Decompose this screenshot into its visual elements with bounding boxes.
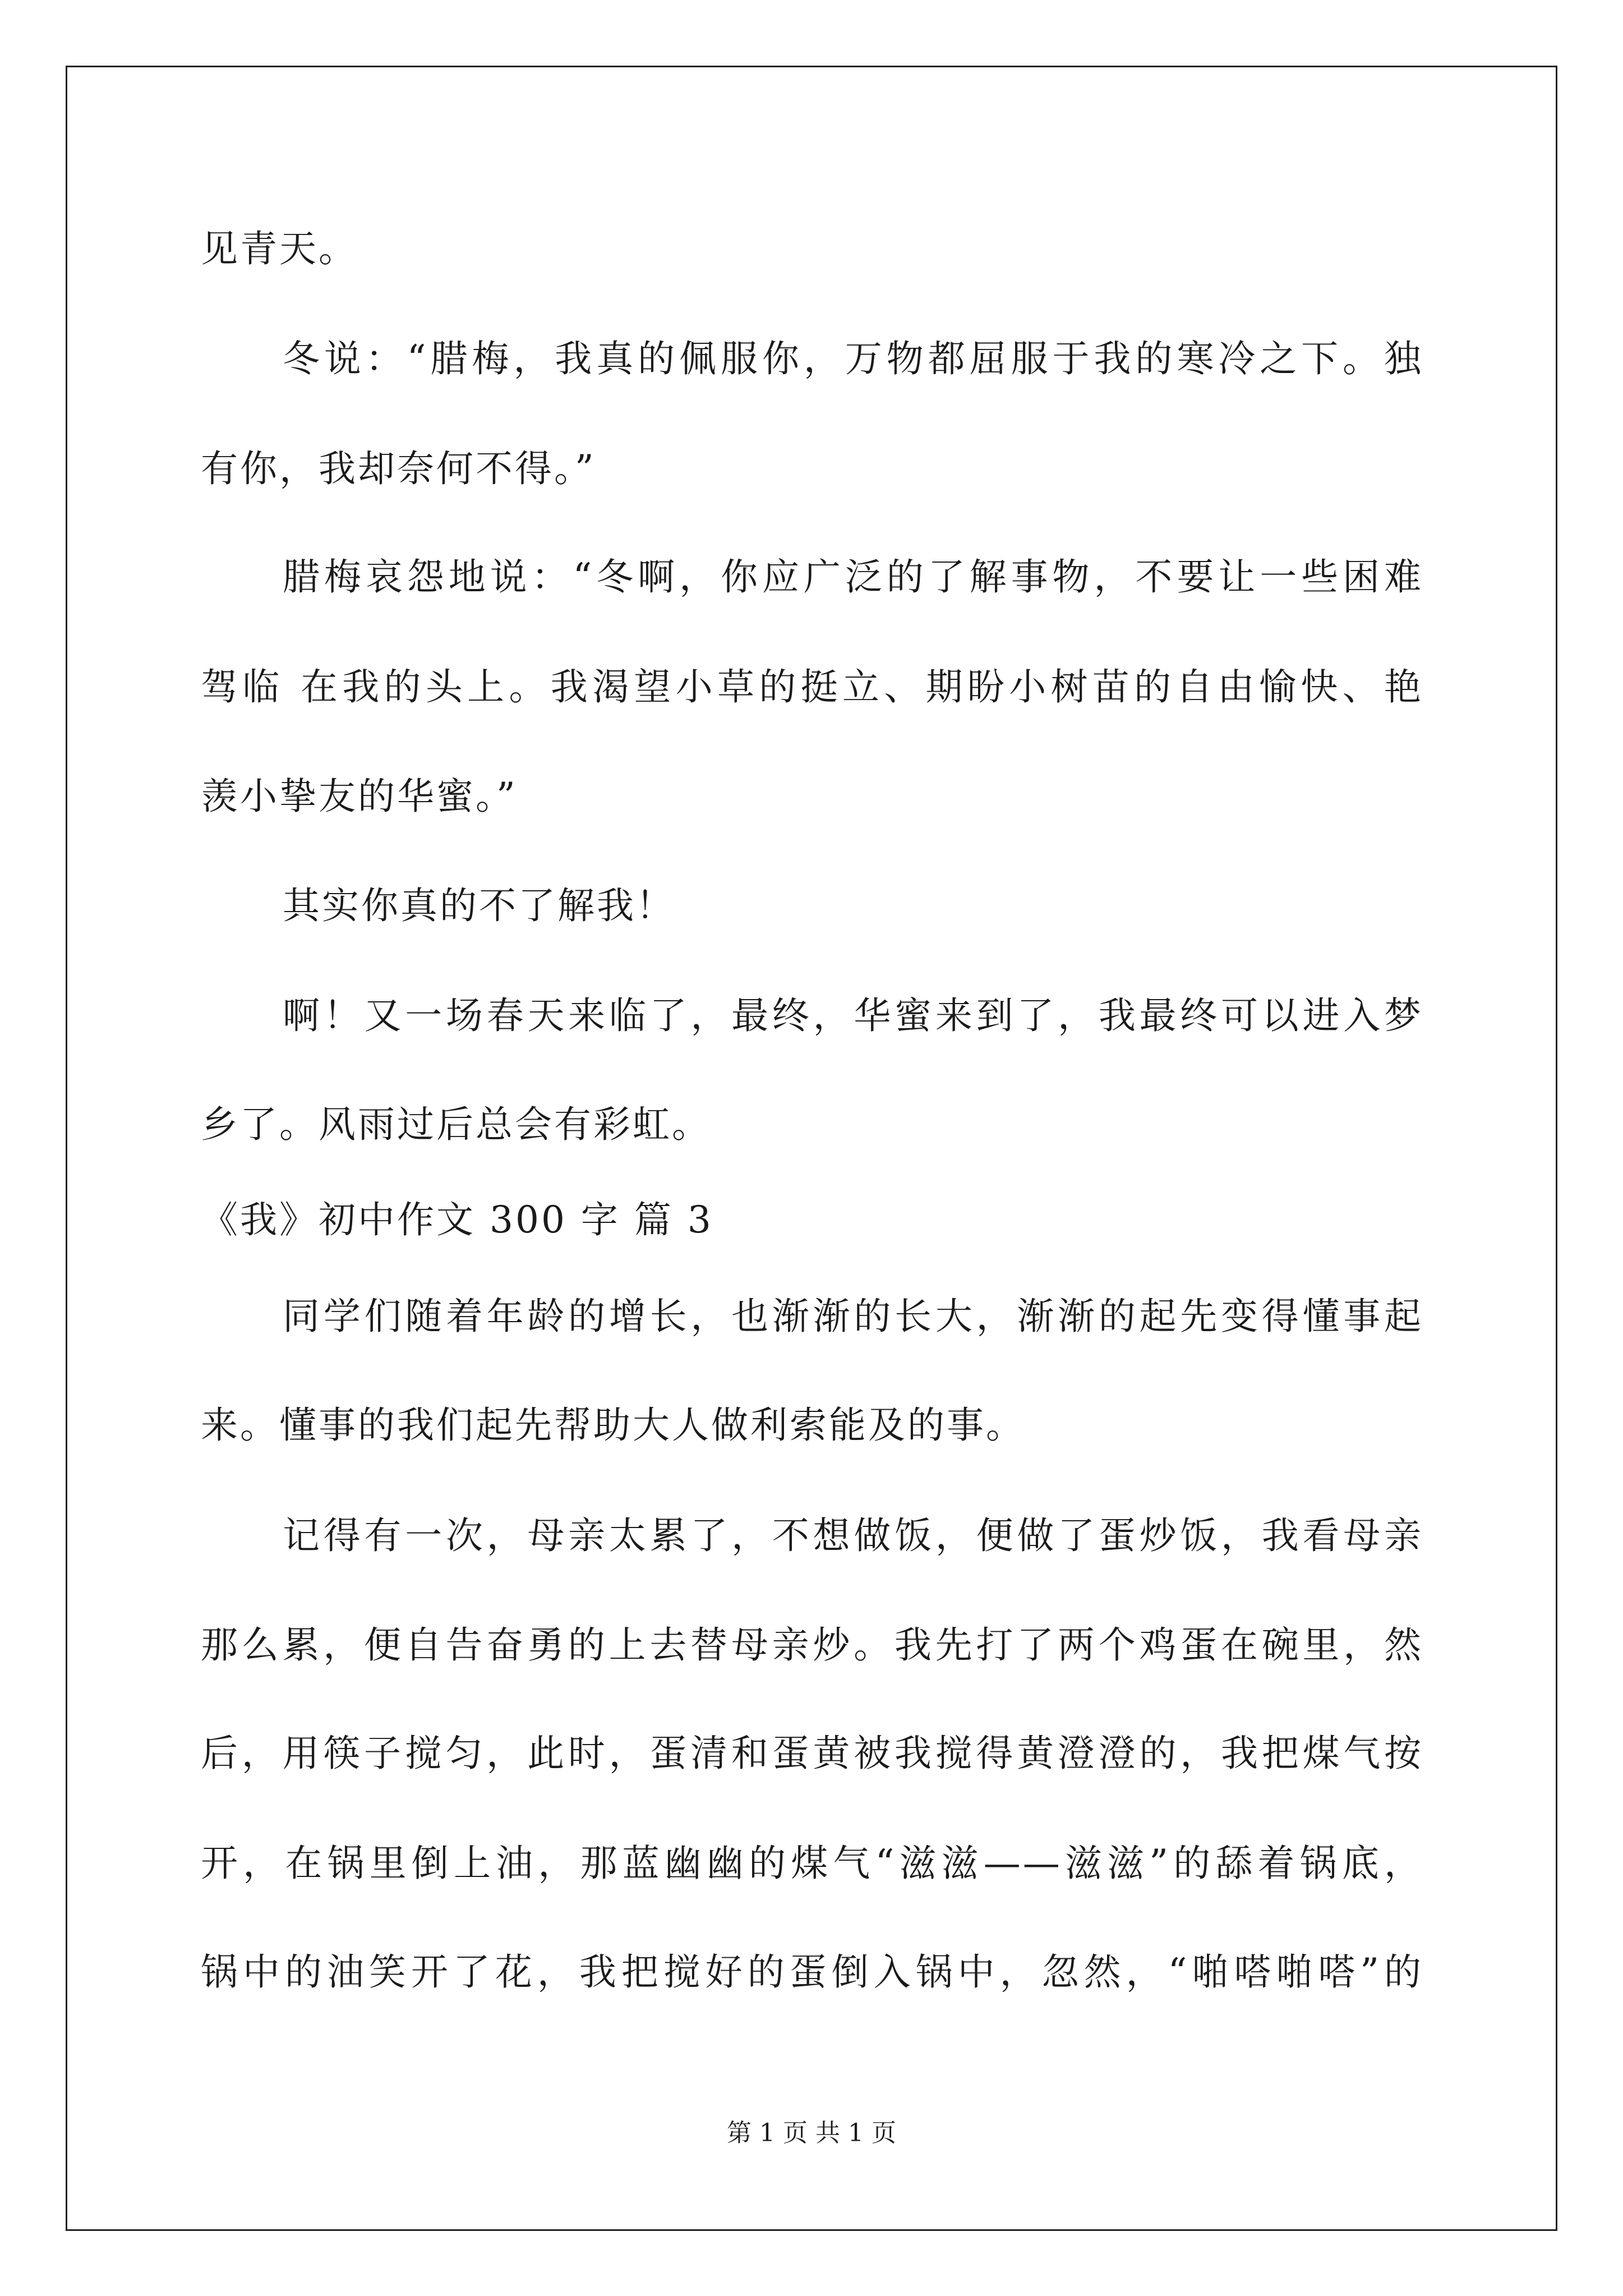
text-line: 有你，我却奈何不得。”	[201, 447, 596, 490]
text-line: 来。懂事的我们起先帮助大人做利索能及的事。	[201, 1404, 1025, 1447]
text-line: 那么累，便自告奋勇的上去替母亲炒。我先打了两个鸡蛋在碗里，然	[201, 1623, 1423, 1667]
text-line: 记得有一次，母亲太累了，不想做饭，便做了蛋炒饭，我看母亲	[283, 1514, 1423, 1557]
text-line: 其实你真的不了解我！	[283, 884, 675, 927]
text-line: 腊梅哀怨地说：“冬啊，你应广泛的了解事物，不要让一些困难	[283, 555, 1423, 599]
text-line: 见青天。	[201, 227, 358, 270]
section-heading: 《我》初中作文 300 字 篇 3	[201, 1198, 713, 1241]
text-line: 羡小挚友的华蜜。”	[201, 775, 518, 818]
text-line: 同学们随着年龄的增长，也渐渐的长大，渐渐的起先变得懂事起	[283, 1295, 1423, 1338]
text-line: 冬说：“腊梅，我真的佩服你，万物都屈服于我的寒冷之下。独	[283, 337, 1423, 380]
text-line: 啊！又一场春天来临了，最终，华蜜来到了，我最终可以进入梦	[283, 994, 1423, 1037]
page-number-footer: 第 1 页 共 1 页	[727, 2119, 896, 2147]
text-line: 开，在锅里倒上油，那蓝幽幽的煤气“滋滋——滋滋”的舔着锅底，	[201, 1842, 1423, 1885]
text-line: 驾临 在我的头上。我渴望小草的挺立、期盼小树苗的自由愉快、艳	[201, 665, 1423, 708]
text-line: 锅中的油笑开了花，我把搅好的蛋倒入锅中，忽然，“啪嗒啪嗒”的	[201, 1950, 1423, 1994]
text-line: 乡了。风雨过后总会有彩虹。	[201, 1103, 711, 1146]
text-line: 后，用筷子搅匀，此时，蛋清和蛋黄被我搅得黄澄澄的，我把煤气按	[201, 1732, 1423, 1775]
